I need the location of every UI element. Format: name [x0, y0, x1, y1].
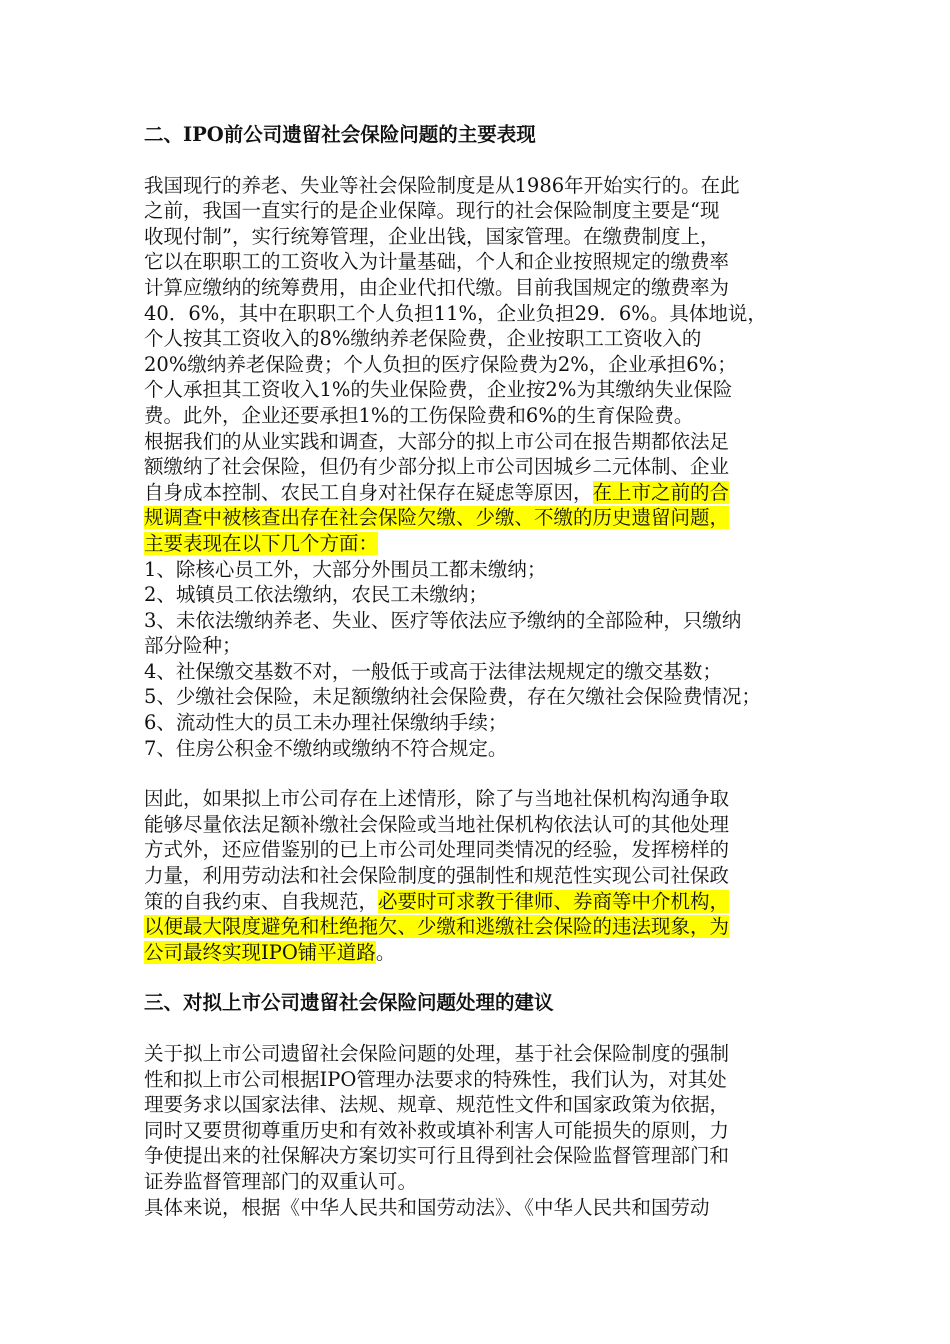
- text-line: 根据我们的从业实践和调查，大部分的拟上市公司在报告期都依法足: [144, 429, 730, 453]
- text-line: 个人按其工资收入的8%缴纳养老保险费，企业按职工工资收入的: [144, 327, 702, 351]
- text-line: 理要务求以国家法律、法规、规章、规范性文件和国家政策为依据，: [144, 1093, 730, 1117]
- text-line: 费。此外，企业还要承担1%的工伤保险费和6%的生育保险费。: [144, 403, 694, 427]
- list-item: 2、城镇员工依法缴纳，农民工未缴纳；: [144, 583, 488, 607]
- highlighted-text: 公司最终实现IPO铺平道路: [144, 940, 376, 964]
- text-line: 个人承担其工资收入1%的失业保险费，企业按2%为其缴纳失业保险: [144, 378, 733, 402]
- section-2-heading: 二、IPO前公司遗留社会保险问题的主要表现: [144, 123, 536, 146]
- highlighted-text: 主要表现在以下几个方面：: [144, 531, 379, 555]
- problem-list: [144, 557, 814, 762]
- text-line: 额缴纳了社会保险，但仍有少部分拟上市公司因城乡二元体制、企业: [144, 455, 730, 479]
- text-line: 40．6%，其中在职职工个人负担11%，企业负担29．6%。具体地说，: [144, 301, 767, 325]
- text-line: 20%缴纳养老保险费；个人负担的医疗保险费为2%，企业承担6%；: [144, 352, 737, 376]
- text-line: 因此，如果拟上市公司存在上述情形，除了与当地社保机构沟通争取: [144, 787, 730, 811]
- list-item: 6、流动性大的员工未办理社保缴纳手续；: [144, 711, 508, 735]
- highlighted-text: 以便最大限度避免和杜绝拖欠、少缴和逃缴社会保险的违法现象，为: [144, 915, 730, 939]
- highlighted-text: 必要时可求教于律师、券商等中介机构，: [378, 889, 730, 913]
- text-line: 性和拟上市公司根据IPO管理办法要求的特殊性，我们认为，对其处: [144, 1067, 727, 1091]
- highlighted-text: 规调查中被核查出存在社会保险欠缴、少缴、不缴的历史遗留问题，: [144, 506, 730, 530]
- text-line: [144, 531, 814, 557]
- text-line: 关于拟上市公司遗留社会保险问题的处理，基于社会保险制度的强制: [144, 1042, 730, 1065]
- text-line: 收现付制”，实行统筹管理，企业出钱，国家管理。在缴费制度上，: [144, 224, 720, 248]
- list-item: 3、未依法缴纳养老、失业、医疗等依法应予缴纳的全部险种，只缴纳: [144, 608, 742, 632]
- section-2-paragraph-1: [144, 173, 814, 429]
- text-line: [144, 914, 814, 940]
- section-3-heading: 三、对拟上市公司遗留社会保险问题处理的建议: [144, 991, 554, 1015]
- document-body: [144, 122, 814, 1220]
- text-line: 之前，我国一直实行的是企业保障。现行的社会保险制度主要是“现: [144, 199, 720, 223]
- text-line: [144, 505, 814, 531]
- section-3-paragraph-2: 具体来说，根据《中华人民共和国劳动法》、《中华人民共和国劳动: [144, 1195, 710, 1219]
- text-run: 策的自我约束、自我规范，: [144, 889, 379, 913]
- text-line: [144, 940, 814, 966]
- text-line: [144, 889, 814, 915]
- list-item: 7、住房公积金不缴纳或缴纳不符合规定。: [144, 736, 508, 760]
- highlighted-text: 在上市之前的合: [592, 480, 730, 504]
- section-3-paragraph-1: [144, 1041, 814, 1195]
- text-line: 争使提出来的社保解决方案切实可行且得到社会保险监督管理部门和: [144, 1144, 730, 1168]
- text-line: 能够尽量依法足额补缴社会保险或当地社保机构依法认可的其他处理: [144, 812, 730, 836]
- text-line: [144, 480, 814, 506]
- section-2-paragraph-3: [144, 786, 814, 965]
- text-line: 方式外，还应借鉴别的已上市公司处理同类情况的经验，发挥榜样的: [144, 838, 730, 862]
- section-2-paragraph-2: [144, 429, 814, 557]
- text-line: 我国现行的养老、失业等社会保险制度是从1986年开始实行的。在此: [144, 173, 740, 197]
- list-item: 5、少缴社会保险，未足额缴纳社会保险费，存在欠缴社会保险费情况；: [144, 685, 761, 709]
- list-item: 部分险种；: [144, 634, 242, 658]
- text-run: 。: [375, 940, 396, 964]
- text-line: 它以在职职工的工资收入为计量基础，个人和企业按照规定的缴费率: [144, 250, 730, 274]
- list-item: 1、除核心员工外，大部分外围员工都未缴纳；: [144, 557, 547, 581]
- text-line: 力量，利用劳动法和社会保险制度的强制性和规范性实现公司社保政: [144, 864, 730, 888]
- list-item: 4、社保缴交基数不对，一般低于或高于法律法规规定的缴交基数；: [144, 659, 722, 683]
- text-line: 同时又要贯彻尊重历史和有效补救或填补利害人可能损失的原则，力: [144, 1118, 730, 1142]
- text-line: 计算应缴纳的统筹费用，由企业代扣代缴。目前我国规定的缴费率为: [144, 275, 730, 299]
- text-line: 证券监督管理部门的双重认可。: [144, 1169, 418, 1193]
- text-run: 自身成本控制、农民工自身对社保存在疑虑等原因，: [144, 480, 593, 504]
